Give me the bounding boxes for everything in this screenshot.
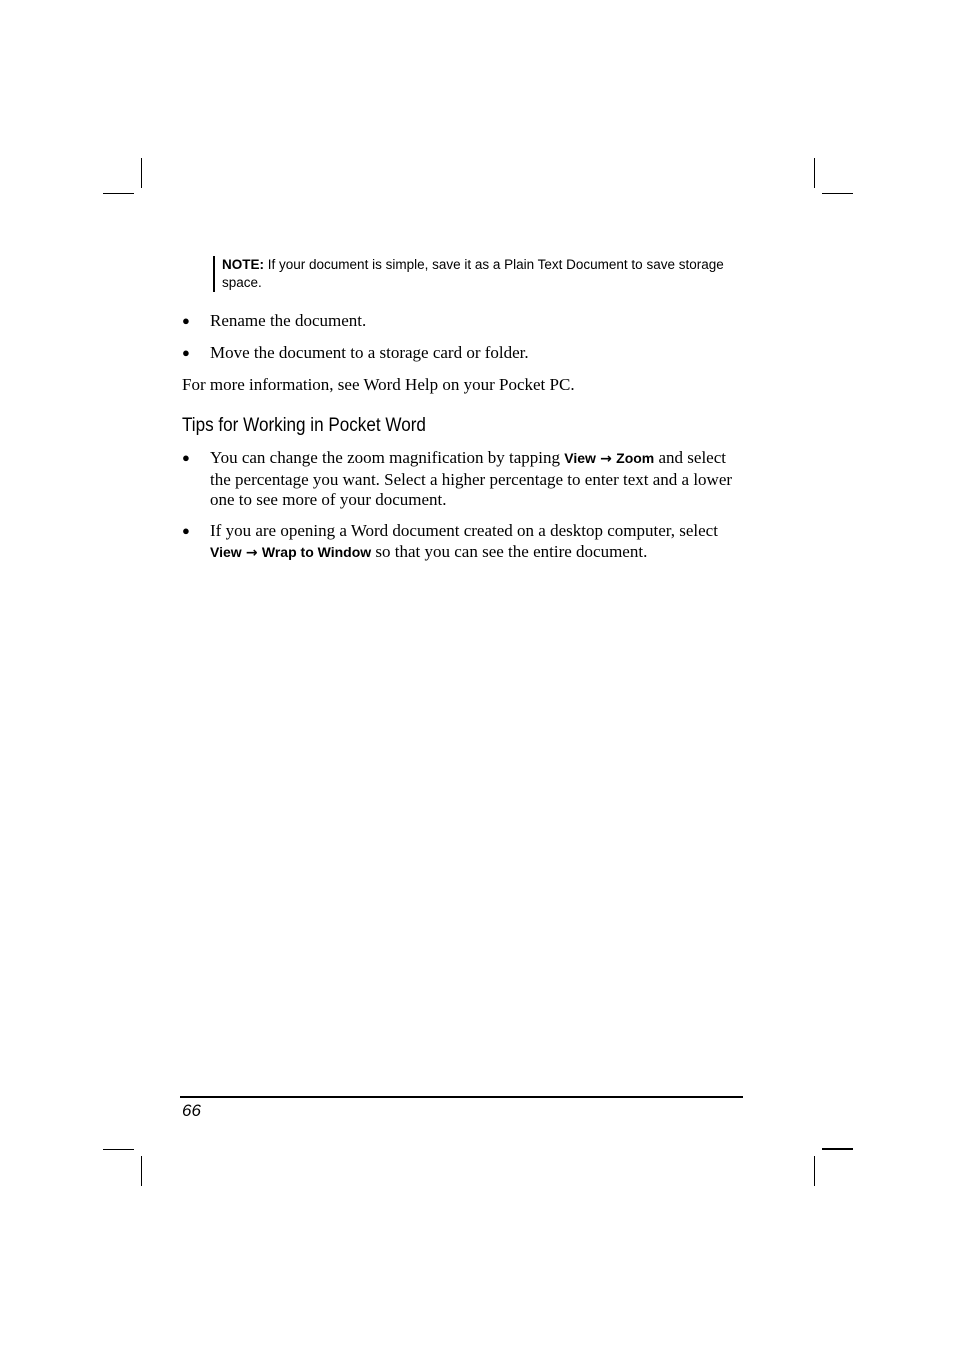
list-item-text	[210, 448, 742, 511]
arrow-right-icon: →	[245, 544, 258, 561]
list-item	[182, 343, 742, 364]
info-paragraph: For more information, see Word Help on your Pocket PC.	[182, 375, 575, 394]
crop-mark	[103, 1149, 134, 1150]
list-item-text	[210, 521, 742, 563]
tip-text: You can change the zoom magnification by tapping	[210, 448, 560, 467]
section-heading: Tips for Working in Pocket Word	[182, 415, 426, 436]
list-item-text: Rename the document.	[210, 311, 367, 330]
bullet-icon: ●	[182, 345, 190, 360]
list-item	[182, 448, 742, 511]
crop-mark	[822, 193, 853, 194]
tip-text: If you are opening a Word document created on a desktop computer, select	[210, 521, 718, 540]
menu-view: View	[564, 450, 596, 466]
note-label: NOTE:	[222, 257, 264, 272]
footer-rule	[180, 1096, 743, 1098]
list-item	[182, 521, 742, 563]
bullet-icon: ●	[182, 523, 190, 538]
crop-mark	[103, 193, 134, 194]
note-box	[213, 256, 752, 292]
crop-mark	[814, 158, 815, 188]
bullet-icon: ●	[182, 313, 190, 328]
arrow-right-icon: →	[600, 451, 612, 467]
list-item-text: Move the document to a storage card or folder.	[210, 343, 529, 362]
note-text: If your document is simple, save it as a Plain Text Document to save storage space.	[222, 257, 724, 290]
menu-wrap-to-window: Wrap to Window	[261, 543, 372, 560]
crop-mark	[141, 158, 142, 188]
crop-mark	[814, 1156, 815, 1186]
bullet-icon: ●	[182, 450, 190, 465]
menu-zoom: Zoom	[616, 450, 655, 466]
menu-view: View	[210, 543, 242, 560]
list-item	[182, 311, 742, 332]
crop-mark	[822, 1148, 853, 1150]
tip-text: and select the percentage you want. Select a higher percentage to enter text and a lower one to see more of your document.	[210, 448, 733, 509]
crop-mark	[141, 1156, 142, 1186]
page-number: 66	[182, 1101, 201, 1120]
tip-text: so that you can see the entire document.	[375, 541, 648, 561]
